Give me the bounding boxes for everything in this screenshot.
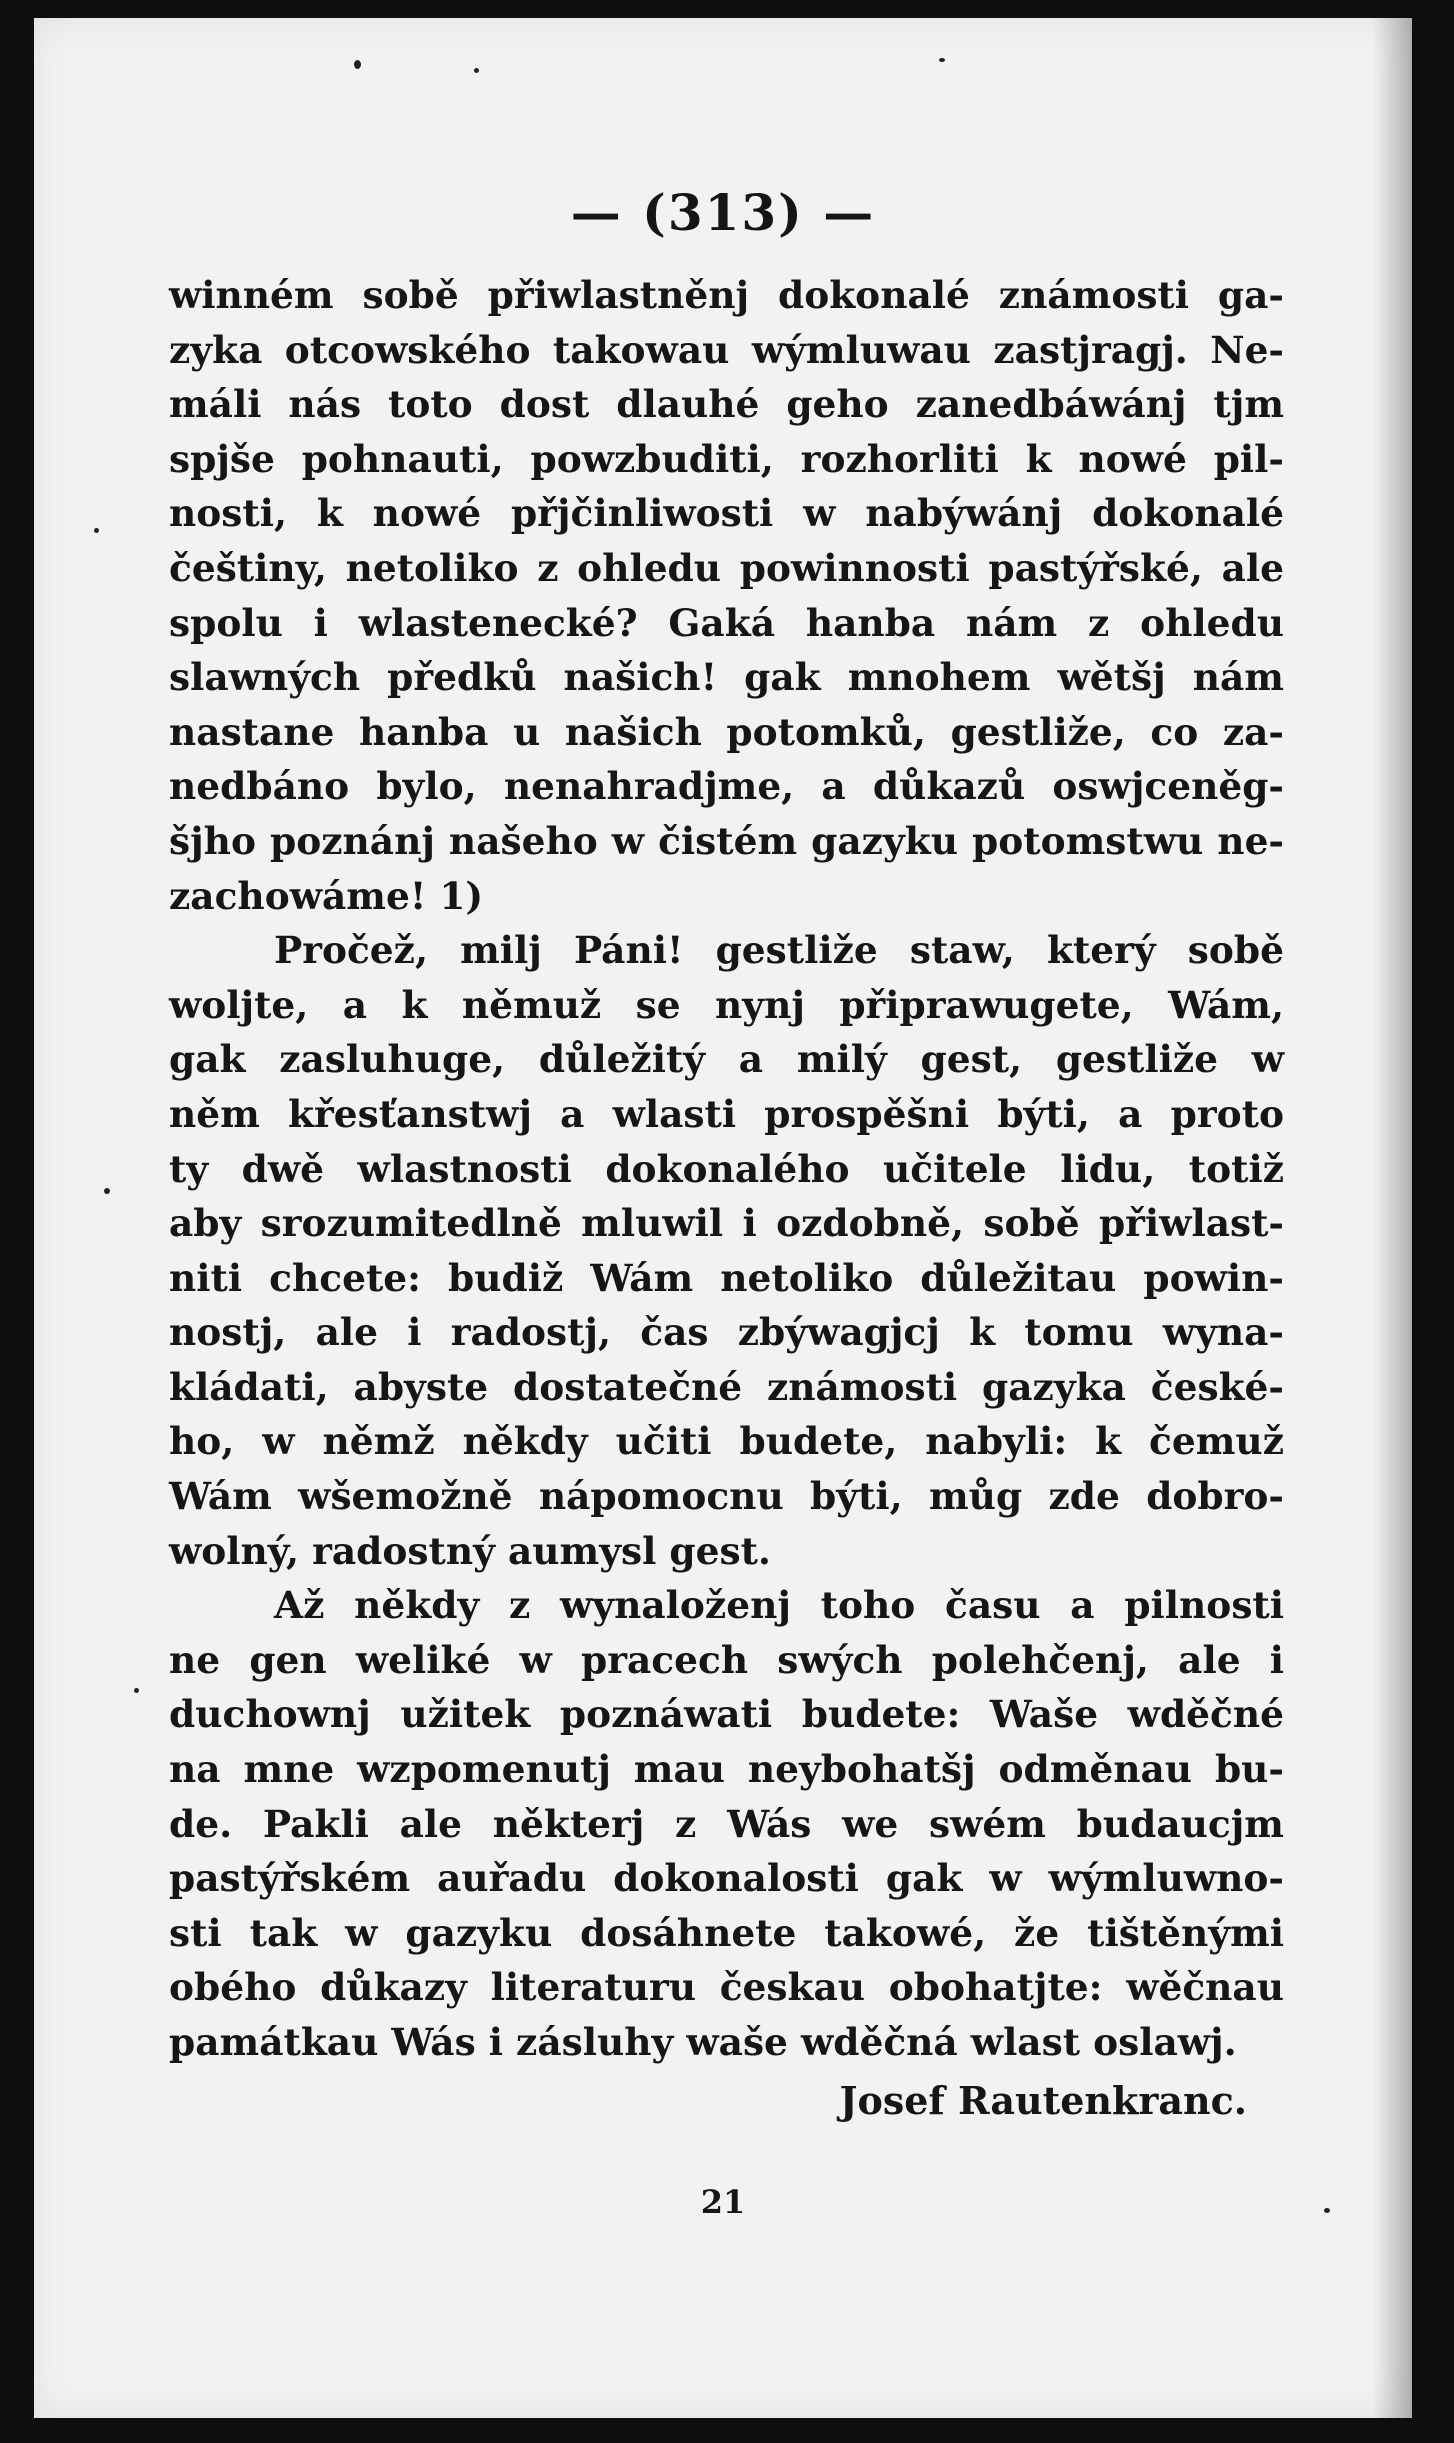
text-line: Wám wšemožně nápomocnu býti, můg zde dobro- (169, 1474, 1284, 1519)
text-line: nastane hanba u našich potomků, gestliže, co za- (169, 709, 1284, 754)
text-line: ty dwě wlastnosti dokonalého učitele lidu, totiž (169, 1146, 1284, 1191)
text-line: duchownj užitek poznáwati budete: Waše wděčné (169, 1692, 1284, 1737)
page-edge-shadow (1372, 18, 1412, 2418)
text-line: nosti, k nowé přjčinliwosti w nabýwánj dokonalé (169, 491, 1284, 536)
text-line: de. Pakli ale některj z Wás we swém budaucjm (169, 1801, 1284, 1846)
text-line: památkau Wás i zásluhy waše wděčná wlast oslawj. (169, 2020, 1237, 2064)
text-line: slawných předků našich! gak mnohem wětšj nám (169, 655, 1284, 700)
ink-speck (1324, 2208, 1330, 2213)
text-line: ne gen weliké w pracech swých polehčenj, ale i (169, 1637, 1284, 1682)
text-line: kládati, abyste dostatečné známosti gazyka české- (169, 1364, 1284, 1409)
text-line: zyka otcowského takowau wýmluwau zastjragj. Ne- (169, 327, 1284, 372)
book-page (34, 18, 1412, 2418)
text-line: zachowáme! 1) (169, 873, 484, 918)
text-line: gak zasluhuge, důležitý a milý gest, gestliže w (169, 1037, 1284, 1082)
ink-speck (134, 1688, 139, 1693)
signature: Josef Rautenkranc. (839, 2078, 1247, 2123)
text-line: winném sobě přiwlastněnj dokonalé známosti ga- (169, 273, 1284, 317)
text-line: pastýřském auřadu dokonalosti gak w wýmluwno- (169, 1856, 1284, 1901)
text-line: spjše pohnauti, powzbuditi, rozhorliti k nowé pil- (169, 436, 1284, 481)
ink-speck (94, 528, 99, 533)
ink-speck (939, 58, 945, 62)
text-line: spolu i wlastenecké? Gaká hanba nám z ohledu (169, 600, 1284, 645)
text-line: šjho poznánj našeho w čistém gazyku potomstwu ne- (169, 818, 1284, 863)
text-line: Až někdy z wynaloženj toho času a pilnosti (274, 1583, 1284, 1628)
text-line: obého důkazy literaturu českau obohatjte: wěčnau (169, 1965, 1284, 2010)
text-line: Pročež, milj Páni! gestliže staw, který sobě (274, 928, 1284, 973)
ink-speck (354, 60, 361, 69)
text-line: češtiny, netoliko z ohledu powinnosti pastýřské, ale (169, 545, 1284, 590)
ink-speck (104, 1188, 110, 1194)
text-line: něm křesťanstwj a wlasti prospěšni býti, a proto (169, 1091, 1284, 1136)
ink-speck (474, 68, 479, 73)
text-line: nostj, ale i radostj, čas zbýwagjcj k tomu wyna- (169, 1310, 1284, 1355)
text-line: sti tak w gazyku dosáhnete takowé, že tištěnými (169, 1910, 1284, 1955)
text-line: niti chcete: budiž Wám netoliko důležitau powin- (169, 1255, 1284, 1300)
text-line: na mne wzpomenutj mau neybohatšj odměnau bu- (169, 1747, 1284, 1792)
text-line: wolný, radostný aumysl gest. (169, 1528, 771, 1573)
page-number: 21 (700, 2183, 746, 2221)
body-text (169, 268, 1284, 2070)
page-header: — (313) — (570, 183, 876, 242)
text-line: woljte, a k němuž se nynj připrawugete, Wám, (169, 982, 1284, 1027)
text-line: nedbáno bylo, nenahradjme, a důkazů oswjceněg- (169, 764, 1284, 809)
text-line: aby srozumitedlně mluwil i ozdobně, sobě přiwlast- (169, 1201, 1284, 1246)
text-line: ho, w němž někdy učiti budete, nabyli: k čemuž (169, 1419, 1284, 1464)
text-line: máli nás toto dost dlauhé geho zanedbáwánj tjm (169, 382, 1284, 427)
